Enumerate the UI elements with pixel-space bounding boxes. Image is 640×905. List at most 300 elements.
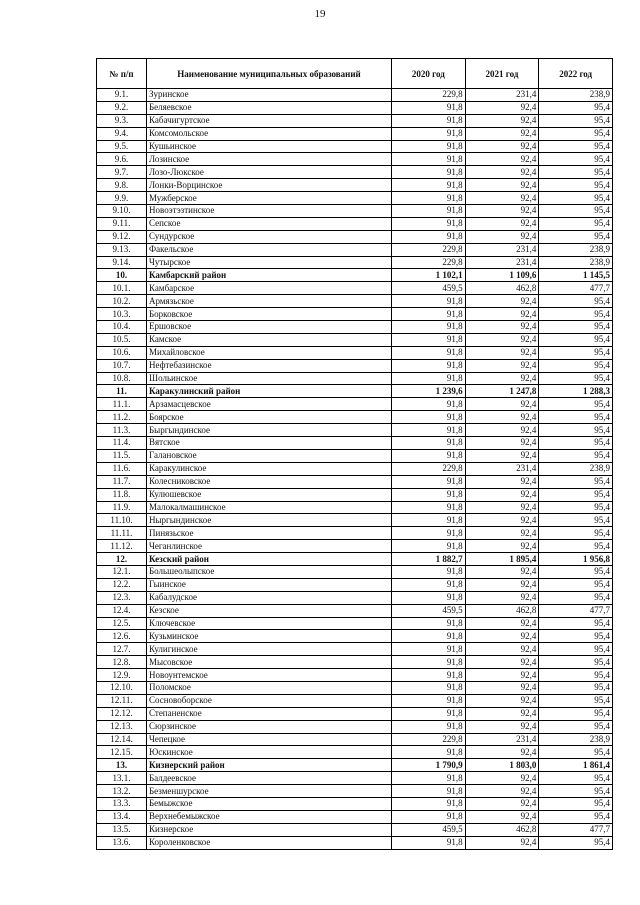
value-2021: 92,4 [465,810,539,823]
row-name: Борковское [147,308,392,321]
row-number: 12.7. [97,643,147,656]
value-2020: 91,8 [392,643,466,656]
value-2020: 91,8 [392,140,466,153]
row-number: 12.13. [97,720,147,733]
value-2021: 92,4 [465,785,539,798]
value-2021: 92,4 [465,475,539,488]
value-2022: 95,4 [539,630,613,643]
value-2021: 231,4 [465,733,539,746]
table-row [97,488,613,501]
row-name: Армязьское [147,295,392,308]
row-number: 12.8. [97,656,147,669]
row-number: 11.2. [97,411,147,424]
table-row [97,746,613,759]
table-row [97,179,613,192]
value-2020: 91,8 [392,810,466,823]
value-2021: 92,4 [465,449,539,462]
value-2020: 91,8 [392,424,466,437]
row-name: Кузьминское [147,630,392,643]
value-2022: 95,4 [539,359,613,372]
row-number: 9.11. [97,217,147,230]
row-number: 9.9. [97,192,147,205]
value-2022: 238,9 [539,89,613,102]
value-2022: 95,4 [539,321,613,334]
value-2021: 92,4 [465,372,539,385]
table-row [97,372,613,385]
value-2022: 95,4 [539,333,613,346]
value-2022: 95,4 [539,591,613,604]
value-2022: 95,4 [539,797,613,810]
row-number: 10.6. [97,346,147,359]
table-row [97,707,613,720]
value-2020: 91,8 [392,359,466,372]
row-name: Чеганлинское [147,540,392,553]
value-2021: 92,4 [465,411,539,424]
row-number: 11.7. [97,475,147,488]
table-row [97,720,613,733]
value-2021: 92,4 [465,746,539,759]
table-row [97,565,613,578]
header-num: № п/п [97,59,147,89]
value-2020: 91,8 [392,437,466,450]
value-2022: 95,4 [539,836,613,849]
value-2021: 92,4 [465,359,539,372]
value-2020: 229,8 [392,243,466,256]
table-row [97,772,613,785]
row-number: 11.9. [97,501,147,514]
row-number: 9.1. [97,89,147,102]
value-2021: 92,4 [465,656,539,669]
value-2021: 231,4 [465,462,539,475]
value-2020: 91,8 [392,217,466,230]
value-2021: 92,4 [465,694,539,707]
budget-table [96,58,613,850]
table-row [97,836,613,849]
table-row [97,810,613,823]
row-number: 9.4. [97,127,147,140]
value-2021: 92,4 [465,217,539,230]
value-2022: 95,4 [539,694,613,707]
row-name: Каракулинский район [147,385,392,398]
table-row [97,114,613,127]
value-2020: 229,8 [392,89,466,102]
value-2020: 91,8 [392,656,466,669]
value-2022: 95,4 [539,101,613,114]
row-name: Лонки-Ворцинское [147,179,392,192]
table-row [97,462,613,475]
value-2021: 92,4 [465,127,539,140]
value-2022: 95,4 [539,114,613,127]
row-name: Зуринское [147,89,392,102]
value-2020: 91,8 [392,527,466,540]
value-2020: 91,8 [392,617,466,630]
row-number: 10.5. [97,333,147,346]
value-2022: 95,4 [539,527,613,540]
value-2021: 92,4 [465,591,539,604]
value-2022: 95,4 [539,785,613,798]
value-2021: 92,4 [465,230,539,243]
value-2020: 91,8 [392,166,466,179]
value-2020: 91,8 [392,565,466,578]
value-2020: 91,8 [392,707,466,720]
row-number: 9.3. [97,114,147,127]
value-2022: 95,4 [539,475,613,488]
value-2021: 92,4 [465,166,539,179]
value-2020: 229,8 [392,462,466,475]
table-row [97,656,613,669]
row-number: 12.12. [97,707,147,720]
row-number: 10.4. [97,321,147,334]
value-2021: 1 803,0 [465,759,539,772]
value-2022: 95,4 [539,578,613,591]
value-2022: 95,4 [539,540,613,553]
table-row [97,604,613,617]
value-2021: 92,4 [465,836,539,849]
row-number: 9.5. [97,140,147,153]
value-2020: 1 102,1 [392,269,466,282]
row-number: 9.8. [97,179,147,192]
value-2020: 91,8 [392,101,466,114]
table-row [97,230,613,243]
value-2022: 95,4 [539,230,613,243]
value-2020: 91,8 [392,772,466,785]
value-2022: 238,9 [539,256,613,269]
row-name: Быргындинское [147,424,392,437]
row-name: Сундурское [147,230,392,243]
value-2020: 229,8 [392,256,466,269]
value-2020: 91,8 [392,192,466,205]
value-2022: 95,4 [539,217,613,230]
value-2021: 92,4 [465,295,539,308]
table-row [97,153,613,166]
row-name: Камбарское [147,282,392,295]
row-number: 12.9. [97,669,147,682]
row-name: Малокалмашинское [147,501,392,514]
row-name: Кулигинское [147,643,392,656]
value-2020: 91,8 [392,321,466,334]
row-name: Юскинское [147,746,392,759]
value-2021: 92,4 [465,617,539,630]
district-row [97,553,613,566]
row-number: 10.3. [97,308,147,321]
value-2021: 92,4 [465,501,539,514]
row-number: 9.6. [97,153,147,166]
value-2022: 95,4 [539,295,613,308]
value-2021: 1 109,6 [465,269,539,282]
row-name: Вятское [147,437,392,450]
value-2021: 92,4 [465,565,539,578]
table-row [97,475,613,488]
table-row [97,797,613,810]
value-2022: 95,4 [539,372,613,385]
value-2021: 92,4 [465,527,539,540]
value-2021: 92,4 [465,540,539,553]
value-2021: 462,8 [465,823,539,836]
value-2020: 229,8 [392,733,466,746]
value-2020: 1 790,9 [392,759,466,772]
row-number: 9.2. [97,101,147,114]
row-name: Факельское [147,243,392,256]
value-2020: 91,8 [392,681,466,694]
value-2020: 91,8 [392,372,466,385]
row-number: 13.5. [97,823,147,836]
table-row [97,398,613,411]
value-2020: 91,8 [392,230,466,243]
row-name: Камбарский район [147,269,392,282]
value-2021: 92,4 [465,720,539,733]
row-number: 12.1. [97,565,147,578]
value-2020: 91,8 [392,746,466,759]
value-2022: 95,4 [539,681,613,694]
value-2020: 91,8 [392,488,466,501]
row-number: 11.10. [97,514,147,527]
value-2022: 95,4 [539,643,613,656]
value-2021: 92,4 [465,153,539,166]
value-2022: 95,4 [539,308,613,321]
value-2022: 95,4 [539,346,613,359]
row-name: Чутырское [147,256,392,269]
value-2020: 91,8 [392,295,466,308]
row-number: 9.7. [97,166,147,179]
value-2020: 91,8 [392,127,466,140]
table-row [97,89,613,102]
table-row [97,527,613,540]
table-row [97,540,613,553]
row-name: Шольинское [147,372,392,385]
row-number: 9.12. [97,230,147,243]
row-name: Кезское [147,604,392,617]
value-2021: 92,4 [465,772,539,785]
table-row [97,501,613,514]
value-2022: 95,4 [539,617,613,630]
row-number: 12.11. [97,694,147,707]
row-number: 12.10. [97,681,147,694]
row-number: 9.14. [97,256,147,269]
row-name: Кабачигуртское [147,114,392,127]
row-number: 10. [97,269,147,282]
value-2020: 91,8 [392,694,466,707]
value-2022: 477,7 [539,282,613,295]
row-name: Каракулинское [147,462,392,475]
row-name: Боярское [147,411,392,424]
row-number: 11.11. [97,527,147,540]
row-number: 11. [97,385,147,398]
row-number: 12.2. [97,578,147,591]
value-2021: 92,4 [465,179,539,192]
row-number: 11.5. [97,449,147,462]
row-name: Арзамасцевское [147,398,392,411]
value-2020: 459,5 [392,823,466,836]
district-row [97,385,613,398]
value-2021: 462,8 [465,282,539,295]
table-row [97,578,613,591]
value-2021: 92,4 [465,669,539,682]
row-name: Кезский район [147,553,392,566]
value-2021: 92,4 [465,643,539,656]
value-2022: 477,7 [539,823,613,836]
row-name: Короленковское [147,836,392,849]
value-2022: 95,4 [539,746,613,759]
value-2021: 92,4 [465,514,539,527]
row-number: 12.3. [97,591,147,604]
table-header-row [97,59,613,89]
row-name: Кушьинское [147,140,392,153]
row-number: 12.6. [97,630,147,643]
value-2022: 95,4 [539,772,613,785]
value-2022: 95,4 [539,669,613,682]
value-2020: 91,8 [392,114,466,127]
value-2021: 92,4 [465,114,539,127]
value-2020: 91,8 [392,797,466,810]
value-2020: 91,8 [392,333,466,346]
table-row [97,694,613,707]
row-number: 11.1. [97,398,147,411]
value-2021: 92,4 [465,578,539,591]
table-row [97,308,613,321]
value-2022: 95,4 [539,707,613,720]
value-2021: 1 895,4 [465,553,539,566]
value-2020: 91,8 [392,179,466,192]
row-number: 10.1. [97,282,147,295]
value-2020: 91,8 [392,411,466,424]
value-2021: 462,8 [465,604,539,617]
row-number: 13. [97,759,147,772]
table-row [97,411,613,424]
row-number: 13.6. [97,836,147,849]
value-2021: 92,4 [465,346,539,359]
value-2020: 91,8 [392,501,466,514]
table-row [97,101,613,114]
value-2020: 91,8 [392,346,466,359]
value-2022: 95,4 [539,411,613,424]
value-2020: 91,8 [392,669,466,682]
value-2020: 91,8 [392,591,466,604]
value-2020: 91,8 [392,205,466,218]
value-2020: 91,8 [392,308,466,321]
value-2022: 95,4 [539,205,613,218]
value-2021: 92,4 [465,333,539,346]
value-2021: 92,4 [465,192,539,205]
table-row [97,282,613,295]
row-name: Бемыжское [147,797,392,810]
table-row [97,514,613,527]
row-number: 11.3. [97,424,147,437]
district-row [97,269,613,282]
table-row [97,295,613,308]
value-2022: 1 956,8 [539,553,613,566]
value-2022: 95,4 [539,437,613,450]
row-name: Пинязьское [147,527,392,540]
header-2022: 2022 год [539,59,613,89]
value-2021: 1 247,8 [465,385,539,398]
value-2020: 459,5 [392,282,466,295]
row-name: Камское [147,333,392,346]
value-2021: 92,4 [465,205,539,218]
table-row [97,424,613,437]
row-number: 11.12. [97,540,147,553]
value-2021: 92,4 [465,424,539,437]
value-2021: 92,4 [465,488,539,501]
row-name: Лозо-Люкское [147,166,392,179]
table-row [97,437,613,450]
value-2021: 92,4 [465,681,539,694]
value-2022: 95,4 [539,501,613,514]
table-row [97,166,613,179]
row-number: 12. [97,553,147,566]
row-name: Михайловское [147,346,392,359]
table-row [97,346,613,359]
value-2022: 238,9 [539,733,613,746]
row-name: Верхнебемыжское [147,810,392,823]
row-number: 12.15. [97,746,147,759]
row-number: 10.7. [97,359,147,372]
value-2022: 1 861,4 [539,759,613,772]
value-2022: 95,4 [539,488,613,501]
value-2021: 92,4 [465,140,539,153]
value-2020: 91,8 [392,514,466,527]
row-name: Кулюшевское [147,488,392,501]
row-name: Ныргындинское [147,514,392,527]
row-name: Сюрзинское [147,720,392,733]
table-row [97,256,613,269]
value-2020: 459,5 [392,604,466,617]
row-number: 9.13. [97,243,147,256]
value-2020: 91,8 [392,540,466,553]
table-row [97,785,613,798]
row-number: 11.8. [97,488,147,501]
row-name: Нефтебазинское [147,359,392,372]
value-2022: 95,4 [539,192,613,205]
row-name: Кизнерское [147,823,392,836]
table-row [97,669,613,682]
table-row [97,617,613,630]
row-name: Новоунтемское [147,669,392,682]
table-row [97,140,613,153]
value-2021: 231,4 [465,89,539,102]
value-2022: 95,4 [539,449,613,462]
row-name: Сосновоборское [147,694,392,707]
row-name: Балдеевское [147,772,392,785]
row-name: Лозинское [147,153,392,166]
row-name: Ершовское [147,321,392,334]
value-2021: 92,4 [465,797,539,810]
row-name: Колесниковское [147,475,392,488]
district-row [97,759,613,772]
header-2020: 2020 год [392,59,466,89]
value-2022: 238,9 [539,243,613,256]
value-2021: 92,4 [465,101,539,114]
table-row [97,333,613,346]
value-2022: 1 145,5 [539,269,613,282]
row-name: Мужберское [147,192,392,205]
table-row [97,127,613,140]
table-row [97,205,613,218]
value-2022: 95,4 [539,153,613,166]
table-row [97,630,613,643]
value-2022: 1 288,3 [539,385,613,398]
row-name: Беляевское [147,101,392,114]
value-2021: 92,4 [465,437,539,450]
table-row [97,681,613,694]
table-row [97,359,613,372]
table-row [97,449,613,462]
row-name: Чепецкое [147,733,392,746]
value-2022: 95,4 [539,720,613,733]
value-2022: 95,4 [539,514,613,527]
value-2021: 92,4 [465,321,539,334]
row-number: 10.8. [97,372,147,385]
value-2020: 91,8 [392,398,466,411]
